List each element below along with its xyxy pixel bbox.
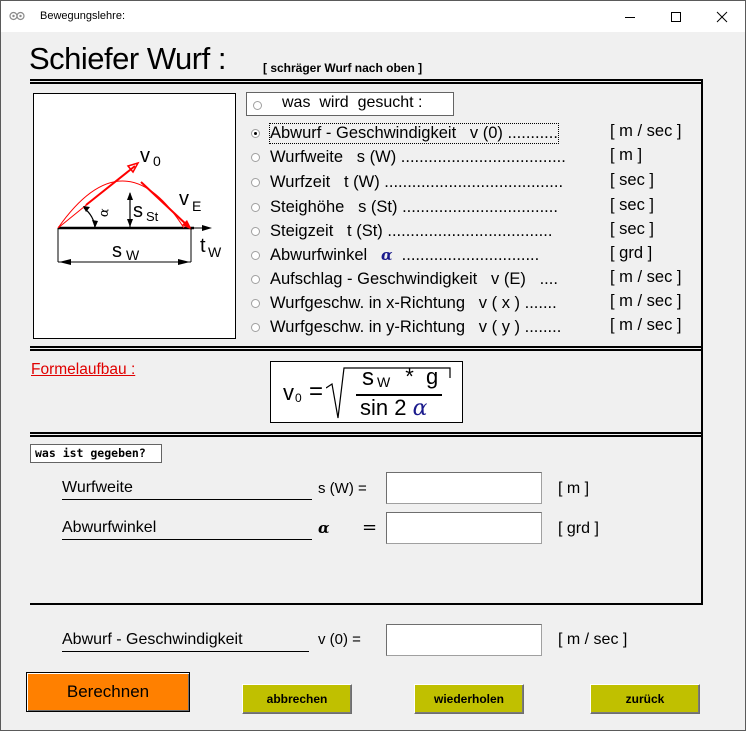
formula-lhs-sub: 0 <box>295 391 302 405</box>
formula-box <box>270 361 463 423</box>
search-mode-radio-circle[interactable] <box>253 101 262 110</box>
alpha-label: α <box>96 207 113 219</box>
sW-label: s <box>112 240 122 262</box>
option-label[interactable]: Wurfgeschw. in y-Richtung v ( y ) ........ <box>270 318 562 336</box>
given-field-equals: = <box>362 517 378 538</box>
option-abwurf-geschwindigkeit[interactable] <box>251 123 696 145</box>
formula-denominator-text: sin 2 <box>360 395 413 420</box>
frame-top-divider <box>30 79 703 84</box>
radio-wurfgeschw-y[interactable] <box>251 323 260 332</box>
option-unit: [ grd ] <box>610 244 653 262</box>
given-top-divider <box>30 432 703 437</box>
alpha-symbol: α <box>380 246 393 264</box>
calculate-button[interactable]: Berechnen <box>26 672 190 712</box>
frame-right-border <box>701 79 703 605</box>
option-label-text: Abwurfwinkel <box>270 246 381 264</box>
page-subtitle: [ schräger Wurf nach oben ] <box>263 61 423 75</box>
app-icon <box>9 10 25 22</box>
given-field-unit-wurfweite: [ m ] <box>558 480 590 497</box>
option-label[interactable]: Wurfweite s (W) .................................... <box>270 148 566 166</box>
option-wurfgeschw-x[interactable] <box>251 293 696 315</box>
alpha-symbol: α <box>318 519 330 537</box>
svg-text:St: St <box>146 209 159 224</box>
frame-bottom-border <box>30 603 703 605</box>
option-unit: [ m ] <box>610 146 643 164</box>
option-aufschlag-geschwindigkeit[interactable] <box>251 269 696 291</box>
close-button[interactable] <box>699 1 745 32</box>
cancel-button[interactable]: abbrechen <box>242 684 352 714</box>
result-output[interactable] <box>386 624 542 656</box>
svg-text:0: 0 <box>153 153 161 169</box>
option-unit: [ m / sec ] <box>610 268 682 286</box>
radio-steigzeit[interactable] <box>251 227 260 236</box>
given-field-label-wurfweite: Wurfweite <box>62 479 312 500</box>
option-label[interactable]: Abwurf - Geschwindigkeit v (0) ........... <box>270 124 558 142</box>
vE-label: v <box>179 188 189 210</box>
formula-label: Formelaufbau : <box>31 361 136 378</box>
repeat-button[interactable]: wiederholen <box>414 684 524 714</box>
svg-text:E: E <box>192 198 202 214</box>
formula-top-divider <box>30 346 703 351</box>
formula-denominator <box>360 395 427 421</box>
option-label[interactable]: Wurfgeschw. in x-Richtung v ( x ) ....... <box>270 294 557 312</box>
formula-alpha: α <box>412 396 428 421</box>
option-unit: [ sec ] <box>610 220 655 238</box>
radio-wurfzeit[interactable] <box>251 178 260 187</box>
page-title: Schiefer Wurf : <box>29 41 226 76</box>
v0-label: v <box>140 145 150 167</box>
minimize-button[interactable] <box>607 1 653 32</box>
trajectory-diagram-svg <box>34 94 235 338</box>
option-unit: [ sec ] <box>610 171 655 189</box>
formula-equals: = <box>309 378 324 405</box>
option-unit: [ m / sec ] <box>610 292 682 310</box>
title-bar <box>1 1 745 32</box>
svg-text:W: W <box>126 247 140 263</box>
radio-steighoehe[interactable] <box>251 203 260 212</box>
abwurfwinkel-input[interactable] <box>386 512 542 544</box>
result-label: Abwurf - Geschwindigkeit <box>62 631 309 652</box>
given-field-label-abwurfwinkel: Abwurfwinkel <box>62 519 312 540</box>
search-mode-radio[interactable] <box>246 92 454 116</box>
formula-lhs: v <box>283 380 294 405</box>
formula-numerator-sub: W <box>377 374 391 390</box>
window-title: Bewegungslehre: <box>40 10 126 22</box>
radio-abwurf-geschwindigkeit[interactable] <box>251 129 260 138</box>
given-field-symbol-wurfweite: s (W) = <box>318 480 367 497</box>
option-wurfzeit[interactable] <box>251 172 696 194</box>
maximize-icon <box>670 11 682 23</box>
option-abwurfwinkel[interactable] <box>251 245 696 267</box>
given-label-button[interactable]: was ist gegeben? <box>30 444 162 463</box>
sSt-label: s <box>133 200 143 222</box>
result-unit: [ m / sec ] <box>558 631 628 648</box>
option-unit: [ m / sec ] <box>610 122 682 140</box>
result-symbol: v (0) = <box>318 631 361 648</box>
svg-text:W: W <box>208 244 222 260</box>
minimize-icon <box>624 11 636 23</box>
option-unit: [ sec ] <box>610 196 655 214</box>
option-wurfgeschw-y[interactable] <box>251 317 696 339</box>
option-label[interactable]: Steigzeit t (St) .................................... <box>270 222 553 240</box>
option-steighoehe[interactable] <box>251 197 696 219</box>
wurfweite-input[interactable] <box>386 472 542 504</box>
radio-abwurfwinkel[interactable] <box>251 251 260 260</box>
maximize-button[interactable] <box>653 1 699 32</box>
search-header-label: was wird gesucht : <box>282 94 423 111</box>
radio-aufschlag-geschwindigkeit[interactable] <box>251 275 260 284</box>
option-wurfweite[interactable] <box>251 147 696 169</box>
close-icon <box>716 11 728 23</box>
radio-wurfweite[interactable] <box>251 153 260 162</box>
option-label-dots: .............................. <box>392 246 540 264</box>
option-label[interactable]: Wurfzeit t (W) ....................................... <box>270 173 564 191</box>
option-unit: [ m / sec ] <box>610 316 682 334</box>
option-label[interactable]: Aufschlag - Geschwindigkeit v (E) .... <box>270 270 558 288</box>
back-button[interactable]: zurück <box>590 684 700 714</box>
given-field-unit-abwurfwinkel: [ grd ] <box>558 520 599 537</box>
option-steigzeit[interactable] <box>251 221 696 243</box>
radio-wurfgeschw-x[interactable] <box>251 299 260 308</box>
option-label[interactable]: Steighöhe s (St) .................................. <box>270 198 558 216</box>
tW-label: t <box>200 235 206 257</box>
trajectory-diagram <box>33 93 236 339</box>
formula-numerator-s: s <box>362 364 374 391</box>
formula-numerator-rest: * g <box>393 364 439 389</box>
option-label[interactable] <box>270 246 539 265</box>
